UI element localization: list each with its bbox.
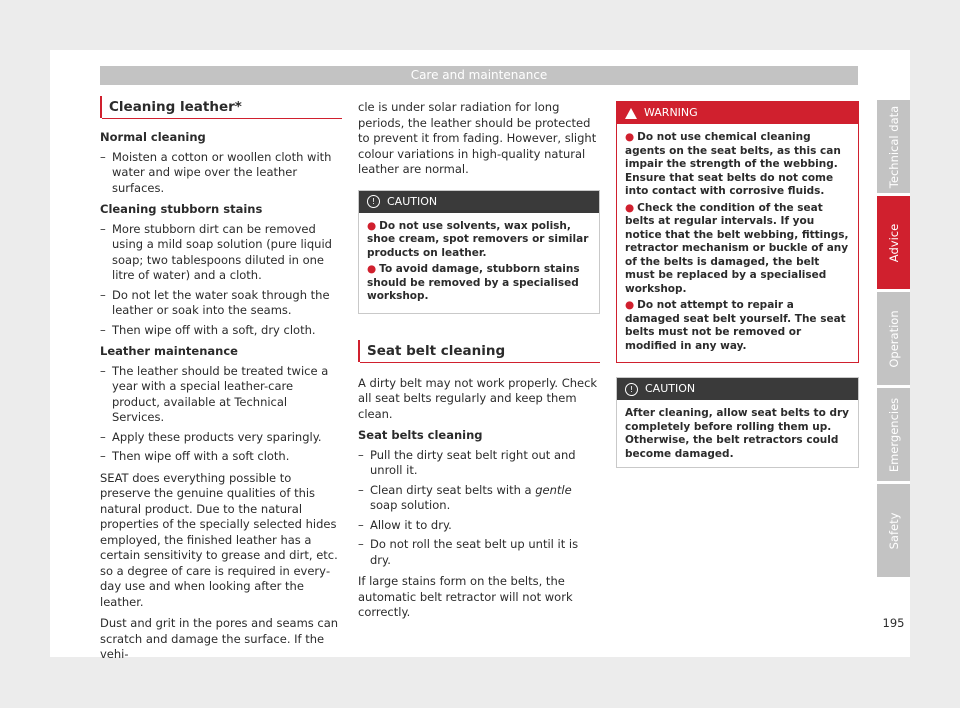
tab-label: Operation [886, 309, 901, 368]
list-item: – Then wipe off with a soft, dry cloth. [100, 323, 342, 339]
column-1 [100, 96, 342, 663]
list-item: – Apply these products very sparingly. [100, 430, 342, 446]
section-title-seat-belt-cleaning: Seat belt cleaning [358, 340, 600, 362]
tab-label: Advice [886, 223, 901, 262]
tab-operation[interactable] [877, 292, 910, 385]
tab-emergencies[interactable] [877, 388, 910, 481]
bullet-item [367, 263, 591, 304]
warning-header [617, 102, 858, 124]
subheading-seat-belts-cleaning: Seat belts cleaning [358, 428, 483, 442]
body-paragraph: Dust and grit in the pores and seams can scratch and damage the surface. If the vehi- [100, 616, 339, 661]
tab-safety[interactable] [877, 484, 910, 577]
bullet-text: Do not use chemical cleaning agents on the seat belts, as this can impair the strength of the webbing. Ensure that seat belts do not come into contact with corrosive fluids. [625, 131, 841, 197]
warning-body [617, 124, 858, 362]
column-3 [616, 101, 859, 468]
column-2 [358, 100, 600, 621]
page-number: 195 [882, 616, 905, 630]
subheading-stubborn-stains: Cleaning stubborn stains [100, 202, 263, 216]
list-item: – More stubborn dirt can be removed using a mild soap solution (pure liquid soap; two tablespoons diluted in one litre of water) and a cloth. [100, 222, 342, 284]
bullet-text: Check the condition of the seat belts at regular intervals. If you notice that the belt webbing, fittings, retractor mechanism or buckle of any of the belts is damaged, the belt must be replaced by a specialised workshop. [625, 201, 849, 295]
caution-body [359, 213, 599, 313]
list-item: – Clean dirty seat belts with a gentle soap solution. [358, 483, 600, 514]
caution-box [358, 190, 600, 314]
list-item: – Then wipe off with a soft cloth. [100, 449, 342, 465]
list-item: – Do not let the water soak through the leather or soak into the seams. [100, 288, 342, 319]
caution-label: CAUTION [645, 382, 696, 395]
list-item: – Moisten a cotton or woollen cloth with water and wipe over the leather surfaces. [100, 150, 342, 197]
bullet-item [625, 131, 850, 199]
chapter-header: Care and maintenance [100, 66, 858, 85]
bullet-text: Do not attempt to repair a damaged seat belt yourself. The seat belts must not be removed or modified in any way. [625, 299, 846, 352]
bullet-icon: ● [625, 131, 635, 143]
tab-advice[interactable] [877, 196, 910, 289]
caution-label: CAUTION [387, 194, 438, 208]
caution-body: After cleaning, allow seat belts to dry completely before rolling them up. Otherwise, the belt retractors could become damaged. [625, 407, 849, 460]
caution-icon: ! [625, 383, 638, 396]
tab-label: Safety [886, 512, 901, 549]
caution-header [359, 191, 599, 213]
warning-label: WARNING [644, 106, 698, 119]
tab-label: Technical data [886, 105, 901, 188]
subheading-normal-cleaning: Normal cleaning [100, 130, 206, 144]
chapter-tabs [877, 100, 910, 580]
subheading-leather-maintenance: Leather maintenance [100, 344, 238, 358]
body-paragraph: A dirty belt may not work properly. Check all seat belts regularly and keep them clean. [358, 375, 598, 421]
bullet-icon: ● [367, 219, 377, 232]
caution-box [616, 377, 859, 468]
bullet-item [625, 299, 850, 353]
list-item: – Do not roll the seat belt up until it is dry. [358, 537, 600, 568]
bullet-item [367, 220, 591, 261]
tab-label: Emergencies [886, 397, 901, 472]
warning-triangle-icon [625, 108, 637, 119]
body-paragraph: SEAT does everything possible to preserve the genuine qualities of this natural product. Due to the natural properties of the specially selected hides employed, the finished leather has a certain sensitivity to grease and dirt, etc. so a degree of care is required in everyday use and when looking after the leather. [100, 470, 338, 609]
bullet-icon: ● [367, 263, 377, 275]
caution-header [617, 378, 858, 400]
caution-icon: ! [367, 195, 380, 208]
bullet-icon: ● [625, 201, 635, 214]
list-item: – The leather should be treated twice a year with a special leather-care product, available at Technical Services. [100, 364, 342, 426]
section-title-cleaning-leather: Cleaning leather* [100, 96, 342, 118]
body-paragraph: If large stains form on the belts, the automatic belt retractor will not work correctly. [358, 574, 573, 619]
bullet-icon: ● [625, 299, 635, 311]
body-paragraph: cle is under solar radiation for long periods, the leather should be protected to prevent it from fading. However, slight colour variations in high-quality natural leather are normal. [358, 100, 597, 176]
list-item: – Allow it to dry. [358, 518, 600, 534]
warning-box [616, 101, 859, 363]
bullet-text: To avoid damage, stubborn stains should be removed by a specialised workshop. [367, 263, 580, 302]
list-item: – Pull the dirty seat belt right out and unroll it. [358, 448, 600, 479]
bullet-text: Do not use solvents, wax polish, shoe cream, spot removers or similar products on leather. [367, 219, 589, 259]
bullet-item [625, 202, 850, 297]
tab-technical-data[interactable] [877, 100, 910, 193]
